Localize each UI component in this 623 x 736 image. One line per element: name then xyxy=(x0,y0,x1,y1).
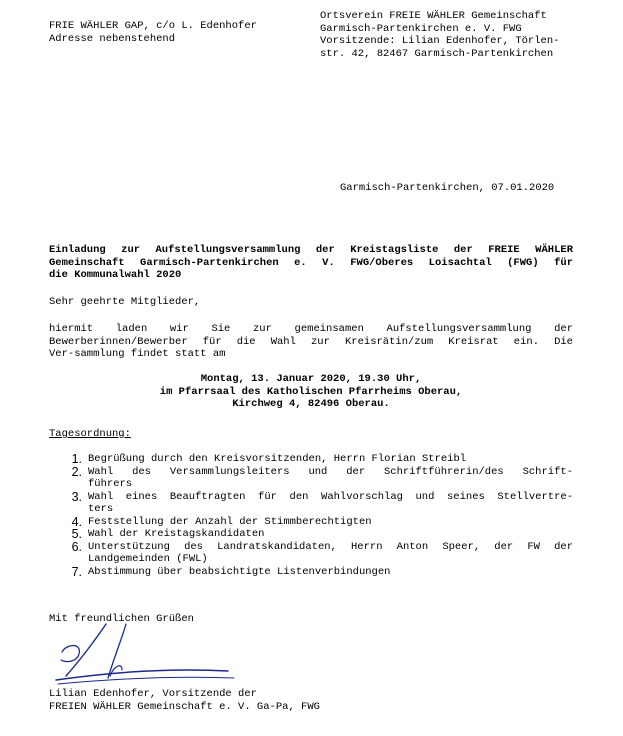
closing-phrase: Mit freundlichen Grüßen xyxy=(49,613,194,625)
signature-stroke xyxy=(58,677,234,684)
signatory-name: Lilian Edenhofer, Vorsitzende der xyxy=(49,688,257,700)
recipient-line-2: Garmisch-Partenkirchen e. V. FWG xyxy=(320,22,522,35)
signatory-organization: FREIEN WÄHLER Gemeinschaft e. V. Ga-Pa, FWG xyxy=(49,700,320,713)
subject-line-2: Gemeinschaft Garmisch-Partenkirchen e. V. FWG/Oberes Loisachtal (FWG) für xyxy=(49,256,573,269)
agenda-number: 6. xyxy=(71,539,82,554)
signature-stroke xyxy=(108,624,126,678)
salutation: Sehr geehrte Mitglieder, xyxy=(49,296,201,308)
subject xyxy=(49,244,573,282)
agenda-text: Feststellung der Anzahl der Stimmberechtigten xyxy=(88,515,372,528)
intro-line-3: Ver-sammlung findet statt am xyxy=(49,348,226,360)
agenda-heading: Tagesordnung: xyxy=(49,428,131,440)
sender-address xyxy=(49,20,257,45)
meeting-venue: im Pfarrsaal des Katholischen Pfarrheims Oberau, xyxy=(159,385,463,398)
agenda-number: 1. xyxy=(71,452,82,466)
handwritten-signature xyxy=(52,618,242,688)
agenda-text: Unterstützung des Landratskandidaten, Herrn Anton Speer, der FW der xyxy=(88,540,573,553)
agenda-number: 2. xyxy=(71,464,82,479)
intro-line-1: hiermit laden wir Sie zur gemeinsamen Aufstellungsversammlung der xyxy=(49,323,573,335)
meeting-details xyxy=(49,373,573,411)
agenda-text-continued: Landgemeinden (FWL) xyxy=(88,553,208,565)
agenda-item xyxy=(64,566,573,579)
meeting-date: Montag, 13. Januar 2020, 19.30 Uhr, xyxy=(200,373,422,385)
recipient-address xyxy=(320,10,559,60)
agenda-number: 3. xyxy=(71,489,82,504)
agenda-item xyxy=(64,541,573,566)
intro-paragraph xyxy=(49,323,573,361)
intro-line-2: Bewerberinnen/Bewerber für die Wahl zur Kreisrätin/zum Kreisrat ein. Die xyxy=(49,335,573,348)
date-line: Garmisch-Partenkirchen, 07.01.2020 xyxy=(340,182,555,194)
recipient-line-3: Vorsitzende: Lilian Edenhofer, Törlen- xyxy=(320,35,560,47)
agenda-item xyxy=(64,491,573,516)
agenda-text: Begrüßung durch den Kreisvorsitzenden, Herrn Florian Streibl xyxy=(88,453,467,465)
agenda-text-continued: führers xyxy=(88,478,133,490)
recipient-line-1: Ortsverein FREIE WÄHLER Gemeinschaft xyxy=(320,10,547,22)
agenda-text: Wahl des Versammlungsleiters und der Schriftführerin/des Schrift- xyxy=(88,465,573,478)
agenda-text: Wahl der Kreistagskandidaten xyxy=(88,528,265,540)
agenda-text: Abstimmung über beabsichtigte Listenverbindungen xyxy=(88,565,391,578)
sender-line-1: FRIE WÄHLER GAP, c/o L. Edenhofer xyxy=(49,20,257,32)
agenda-item xyxy=(64,453,573,466)
agenda-text: Wahl eines Beauftragten für den Wahlvorschlag und seines Stellvertre- xyxy=(88,490,573,503)
signatory-block xyxy=(49,688,320,713)
signature-stroke xyxy=(66,624,106,676)
recipient-line-4: str. 42, 82467 Garmisch-Partenkirchen xyxy=(320,47,554,60)
sender-line-2: Adresse nebenstehend xyxy=(49,32,176,45)
meeting-address: Kirchweg 4, 82496 Oberau. xyxy=(232,398,390,410)
agenda-number: 5. xyxy=(71,527,82,541)
agenda-item xyxy=(64,466,573,491)
agenda-item xyxy=(64,528,573,541)
subject-line-3: die Kommunalwahl 2020 xyxy=(49,269,182,281)
agenda-list xyxy=(64,453,573,578)
agenda-item xyxy=(64,516,573,529)
signature-stroke xyxy=(61,646,79,662)
agenda-text-continued: ters xyxy=(88,503,114,515)
agenda-number: 4. xyxy=(71,514,82,529)
subject-line-1: Einladung zur Aufstellungsversammlung der Kreistagsliste der FREIE WÄHLER xyxy=(49,244,573,256)
agenda-number: 7. xyxy=(71,564,82,579)
